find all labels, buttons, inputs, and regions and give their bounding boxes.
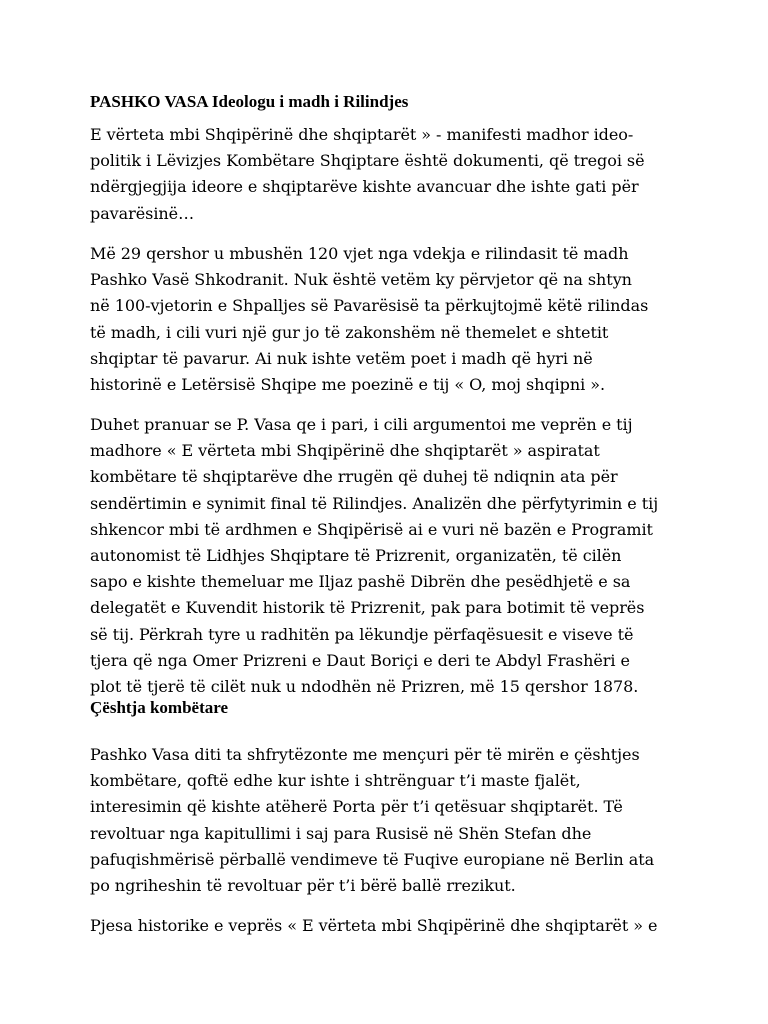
paragraph-historical-part	[90, 913, 657, 939]
text-line: revoltuar nga kapitullimi i saj para Rusisë në Shën Stefan dhe	[90, 823, 592, 843]
text-line: E vërteta mbi Shqipërinë dhe shqiptarët » - manifesti madhor ideo-	[90, 125, 634, 144]
text-line: sendërtimin e synimit final të Rilindjes. Analizën dhe përfytyrimin e tij	[90, 493, 659, 513]
text-line: në 100-vjetorin e Shpalljes së Pavarësisë ta përkujtojmë këtë rilindas	[90, 296, 649, 316]
paragraph-intro	[90, 122, 645, 227]
text-line: interesimin që kishte atëherë Porta për t’i qetësuar shqiptarët. Të	[90, 797, 623, 817]
paragraph-national-question	[90, 742, 654, 899]
text-line: politik i Lëvizjes Kombëtare Shqiptare është dokumenti, që tregoi së	[90, 151, 645, 171]
text-line: pafuqishmërisë përballë vendimeve të Fuqive europiane në Berlin ata	[90, 849, 655, 869]
paragraph-manifesto	[90, 412, 658, 700]
text-line: sapo e kishte themeluar me Iljaz pashë Dibrën dhe pesëdhjetë e sa	[90, 572, 631, 592]
text-line: Më 29 qershor u mbushën 120 vjet nga vdekja e rilindasit të madh	[90, 244, 629, 263]
text-line: Duhet pranuar se P. Vasa qe i pari, i cili argumentoi me veprën e tij	[90, 415, 633, 434]
text-line: historinë e Letërsisë Shqipe me poezinë e tij « O, moj shqipni ».	[90, 375, 605, 395]
text-line: po ngriheshin të revoltuar për t’i bërë ballë rrezikut.	[90, 876, 516, 896]
text-line: ndërgjegjija ideore e shqiptarëve kishte avancuar dhe ishte gati për	[90, 177, 639, 197]
paragraph-anniversary	[90, 241, 648, 398]
text-line: pavarësinë…	[90, 203, 195, 223]
text-line: delegatët e Kuvendit historik të Prizrenit, pak para botimit të veprës	[90, 598, 645, 618]
text-line: shkencor mbi të ardhmen e Shqipërisë ai e vuri në bazën e Programit	[90, 519, 653, 539]
text-line: tjera që nga Omer Prizreni e Daut Boriçi e deri te Abdyl Frashëri e	[90, 650, 630, 670]
text-line: Pjesa historike e veprës « E vërteta mbi Shqipërinë dhe shqiptarët » e	[90, 916, 658, 935]
text-line: autonomist të Lidhjes Shqiptare të Prizrenit, organizatën, të cilën	[90, 546, 622, 566]
text-line: plot të tjerë të cilët nuk u ndodhën në Prizren, më 15 qershor 1878.	[90, 677, 639, 697]
text-line: Pashko Vasa diti ta shfrytëzonte me mençuri për të mirën e çështjes	[90, 745, 640, 764]
text-line: Pashko Vasë Shkodranit. Nuk është vetëm ky përvjetor që na shtyn	[90, 270, 632, 290]
text-line: shqiptar të pavarur. Ai nuk ishte vetëm poet i madh që hyri në	[90, 348, 593, 368]
text-line: kombëtare të shqiptarëve dhe rrugën që duhej të ndiqnin ata për	[90, 467, 618, 487]
document-title: PASHKO VASA Ideologu i madh i Rilindjes	[90, 92, 409, 111]
text-line: madhore « E vërteta mbi Shqipërinë dhe shqiptarët » aspiratat	[90, 441, 600, 461]
text-line: të madh, i cili vuri një gur jo të zakonshëm në themelet e shtetit	[90, 322, 609, 342]
section-heading: Çështja kombëtare	[90, 698, 229, 717]
text-line: së tij. Përkrah tyre u radhitën pa lëkundje përfaqësuesit e viseve të	[90, 624, 634, 644]
text-line: kombëtare, qoftë edhe kur ishte i shtrënguar t’i maste fjalët,	[90, 771, 581, 791]
